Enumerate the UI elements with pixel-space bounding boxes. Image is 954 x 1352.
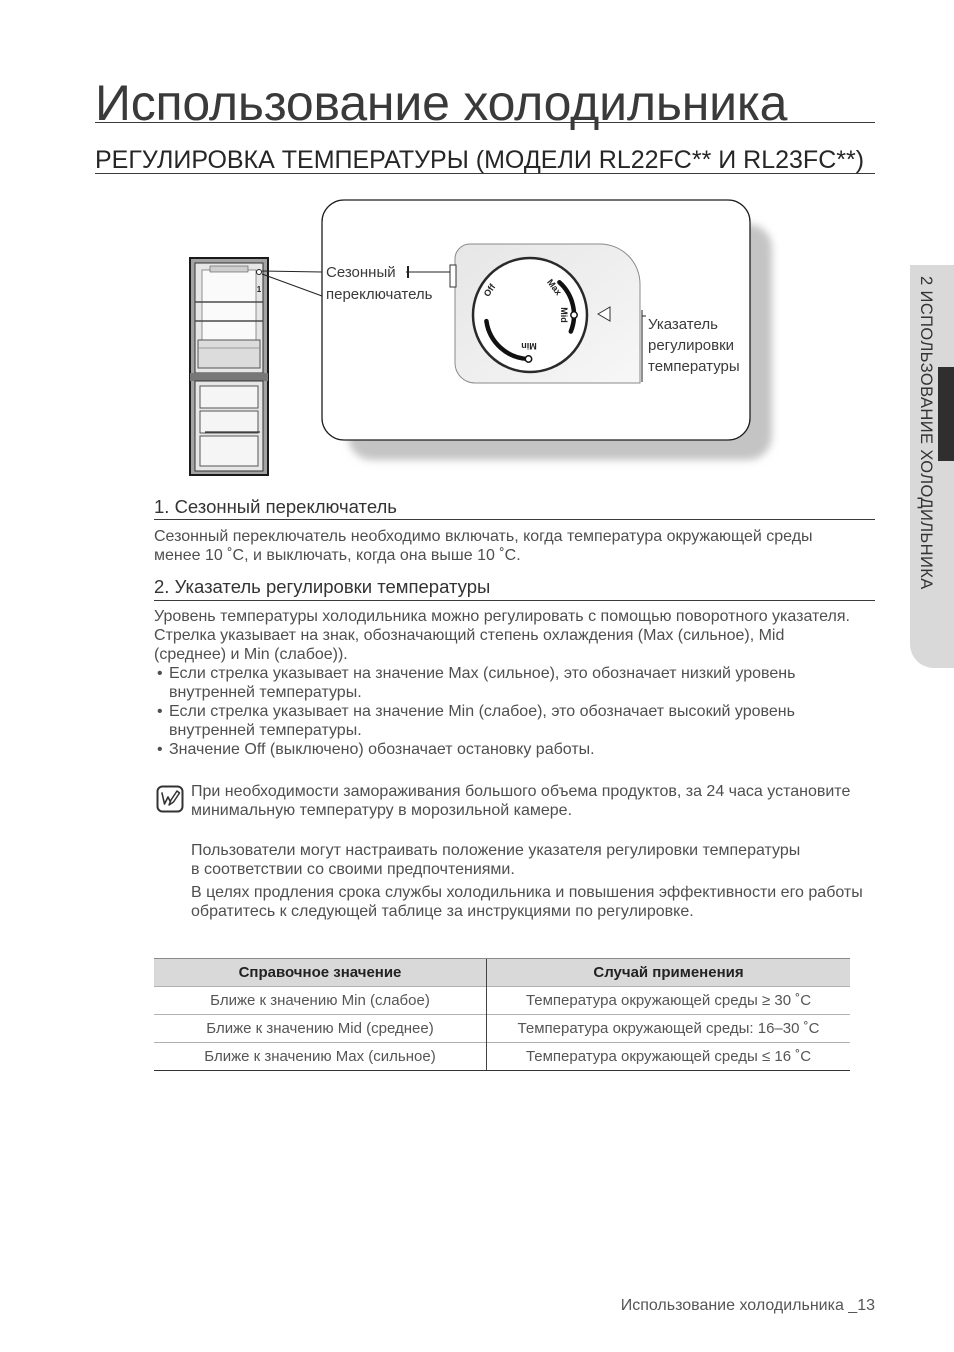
table-row bbox=[154, 1015, 850, 1043]
page-footer: Использование холодильника _13 bbox=[620, 1297, 875, 1314]
table-cell: Температура окружающей среды ≥ 30 ˚C bbox=[487, 987, 851, 1015]
chapter-side-tab-accent bbox=[938, 367, 954, 461]
paragraph-line: (среднее) и Min (слабое)). bbox=[154, 646, 348, 663]
bullet-marker: • bbox=[157, 741, 163, 758]
seasonal-switch bbox=[450, 265, 456, 287]
bullet-marker: • bbox=[157, 665, 163, 682]
bullet-line: Значение Off (выключено) обозначает остановку работы. bbox=[169, 741, 595, 758]
section1-underline bbox=[154, 519, 875, 520]
note-line: При необходимости замораживания большого объема продуктов, за 24 часа установите bbox=[191, 783, 851, 800]
table-cell: Ближе к значению Max (сильное) bbox=[154, 1043, 487, 1071]
temperature-dial bbox=[473, 258, 587, 372]
note-paragraph bbox=[191, 841, 800, 879]
freezer-drawer bbox=[200, 411, 258, 433]
subtitle-underline bbox=[95, 173, 875, 174]
table-cell: Температура окружающей среды ≤ 16 ˚C bbox=[487, 1043, 851, 1071]
section2-content bbox=[154, 607, 850, 759]
note-line: в соответствии со своими предпочтениями. bbox=[191, 861, 515, 878]
bullet-item bbox=[154, 702, 850, 740]
bullet-item bbox=[154, 664, 850, 702]
table-header-row bbox=[154, 959, 850, 987]
note-paragraph bbox=[191, 782, 850, 820]
section2-heading: 2. Указатель регулировки температуры bbox=[154, 576, 491, 597]
chapter-side-tab-label: 2 ИСПОЛЬЗОВАНИЕ ХОЛОДИЛЬНИКА bbox=[917, 276, 935, 590]
table-cell: Ближе к значению Min (слабое) bbox=[154, 987, 487, 1015]
note-icon bbox=[156, 785, 184, 813]
fridge-divider bbox=[190, 373, 268, 381]
fridge-illustration bbox=[190, 258, 268, 475]
dial-mark-max: Max bbox=[545, 277, 564, 298]
bullet-line: Если стрелка указывает на значение Max (сильное), это обозначает низкий уровень bbox=[169, 665, 796, 682]
table-header-cell: Случай применения bbox=[487, 959, 851, 987]
fridge-lamp bbox=[210, 266, 248, 272]
section1-paragraph bbox=[154, 527, 813, 565]
bullet-line: внутренней температуры. bbox=[169, 722, 362, 739]
note-line: В целях продления срока службы холодильника и повышения эффективности его работы bbox=[191, 884, 863, 901]
fridge-seasonal-switch bbox=[257, 270, 262, 275]
note-line: минимальную температуру в морозильной камере. bbox=[191, 802, 573, 819]
dial-dot-mid bbox=[571, 312, 577, 318]
zoom-line-bottom bbox=[262, 274, 322, 296]
dial-mark-min: Min bbox=[521, 341, 537, 351]
fridge-marker: 1 bbox=[256, 285, 262, 294]
title-underline bbox=[95, 122, 875, 123]
paragraph-line: Сезонный переключатель необходимо включать, когда температура окружающей среды bbox=[154, 528, 813, 545]
freezer-drawer bbox=[200, 386, 258, 408]
paragraph-line: Уровень температуры холодильника можно регулировать с помощью поворотного указателя. bbox=[154, 608, 850, 625]
note-paragraph bbox=[191, 883, 863, 921]
table-header-cell: Справочное значение bbox=[154, 959, 487, 987]
table-row bbox=[154, 1043, 850, 1071]
fridge-crisper-drawer bbox=[198, 340, 260, 368]
table-row bbox=[154, 987, 850, 1015]
bullet-marker: • bbox=[157, 703, 163, 720]
switch-label-line: Сезонный bbox=[326, 264, 396, 281]
freezer-drawer bbox=[200, 436, 258, 466]
bullet-item bbox=[154, 740, 850, 759]
dial-mark-mid: Mid bbox=[559, 307, 569, 323]
paragraph-line: Стрелка указывает на знак, обозначающий степень охлаждения (Max (сильное), Mid bbox=[154, 627, 785, 644]
dial-label-line: Указатель bbox=[648, 316, 718, 333]
table-cell: Ближе к значению Mid (среднее) bbox=[154, 1015, 487, 1043]
table-cell: Температура окружающей среды: 16–30 ˚C bbox=[487, 1015, 851, 1043]
section2-underline bbox=[154, 600, 875, 601]
page-title: Использование холодильника bbox=[95, 75, 788, 131]
dial-dot-min bbox=[525, 356, 531, 362]
zoom-line-top bbox=[262, 271, 322, 272]
dial-mark-off: Off bbox=[481, 282, 498, 299]
switch-label-line: переключатель bbox=[326, 286, 433, 303]
bullet-line: внутренней температуры. bbox=[169, 684, 362, 701]
note-line: обратитесь к следующей таблице за инструкциями по регулировке. bbox=[191, 903, 694, 920]
reference-table bbox=[154, 958, 850, 1071]
note-line: Пользователи могут настраивать положение указателя регулировки температуры bbox=[191, 842, 801, 859]
dial-label-line: температуры bbox=[648, 358, 740, 375]
dial-label-line: регулировки bbox=[648, 337, 735, 354]
bullet-line: Если стрелка указывает на значение Min (слабое), это обозначает высокий уровень bbox=[169, 703, 795, 720]
paragraph-line: менее 10 ˚C, и выключать, когда она выше 10 ˚C. bbox=[154, 547, 521, 564]
section1-heading: 1. Сезонный переключатель bbox=[154, 496, 397, 517]
page-subtitle: РЕГУЛИРОВКА ТЕМПЕРАТУРЫ (МОДЕЛИ RL22FC** И RL23FC**) bbox=[95, 146, 865, 174]
